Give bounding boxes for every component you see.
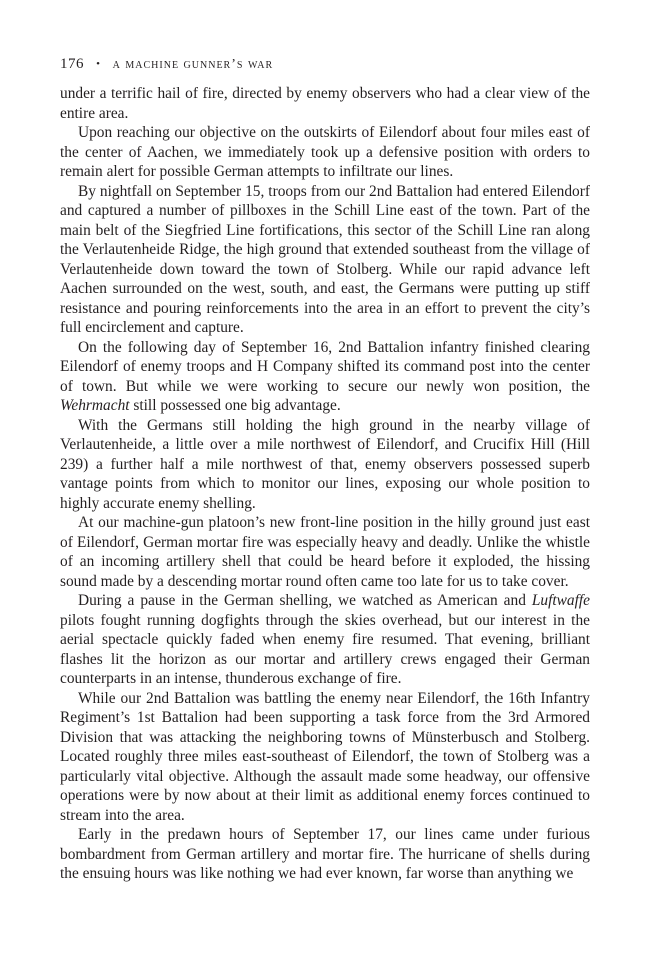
paragraph: Upon reaching our objective on the outskirts of Eilendorf about four miles east of the center of Aachen, we immediately took up a defensive position with orders to remain alert for possible German attempts to infiltrate our lines. xyxy=(60,124,590,180)
paragraph xyxy=(60,338,590,416)
body-text xyxy=(60,84,590,884)
paragraph-text: On the following day of September 16, 2nd Battalion infantry finished clearing Eilendorf of enemy troops and H Company shifted its command post into the center of town. But while we were working to secure our newly won position, the xyxy=(60,338,590,395)
paragraph: While our 2nd Battalion was battling the enemy near Eilendorf, the 16th Infantry Regiment’s 1st Battalion had been supporting a task force from the 3rd Armored Division that was attacking the neighboring towns of Münsterbusch and Stolberg. Located roughly three miles east-southeast of Eilendorf, the town of Stolberg was a particularly vital objective. Although the assault made some headway, our offensive operations were by now about at their limit as additional enemy forces continued to stream into the area. xyxy=(60,689,590,824)
paragraph: Early in the predawn hours of September 17, our lines came under furious bombardment from German artillery and mortar fire. The hurricane of shells during the ensuing hours was like nothing we had ever known, far worse than anything we xyxy=(60,826,590,882)
paragraph-text: During a pause in the German shelling, we watched as American and xyxy=(78,592,532,609)
paragraph: By nightfall on September 15, troops from our 2nd Battalion had entered Eilendorf and captured a number of pillboxes in the Schill Line east of the town. Part of the main belt of the Siegfried Line fortifications, this sector of the Schill Line ran along the Verlautenheide Ridge, the high ground that extended southeast from the village of Verlautenheide down toward the town of Stolberg. While our rapid advance left Aachen surrounded on the west, south, and east, the Germans were putting up stiff resistance and pouring reinforcements into the area in an effort to prevent the city’s full encirclement and capture. xyxy=(60,182,590,336)
paragraph-text: still possessed one big advantage. xyxy=(129,397,341,414)
paragraph: With the Germans still holding the high ground in the nearby village of Verlautenheide, a little over a mile northwest of Eilendorf, and Crucifix Hill (Hill 239) a further half a mile northwest of that, enemy observers possessed superb vantage points from which to monitor our lines, exposing our whole position to highly accurate enemy shelling. xyxy=(60,416,590,512)
page-number: 176 xyxy=(60,56,84,72)
header-separator: • xyxy=(96,58,101,70)
book-page xyxy=(60,52,590,884)
italic-term: Luftwaffe xyxy=(531,592,590,609)
paragraph xyxy=(60,591,590,689)
paragraph: At our machine-gun platoon’s new front-line position in the hilly ground just east of Eilendorf, German mortar fire was especially heavy and deadly. Unlike the whistle of an incoming artillery shell that could be heard before it exploded, the hissing sound made by a descending mortar round often came too late for us to take cover. xyxy=(60,514,590,590)
paragraph-text: pilots fought running dogfights through the skies overhead, but our interest in the aerial spectacle quickly faded when enemy fire resumed. That evening, brilliant flashes lit the horizon as our mortar and artillery crews engaged their German counterparts in an intense, thunderous exchange of fire. xyxy=(60,611,590,687)
book-title: a machine gunner’s war xyxy=(112,57,274,72)
running-head xyxy=(60,52,590,76)
paragraph: under a terrific hail of fire, directed by enemy observers who had a clear view of the entire area. xyxy=(60,85,590,122)
italic-term: Wehrmacht xyxy=(60,397,130,414)
